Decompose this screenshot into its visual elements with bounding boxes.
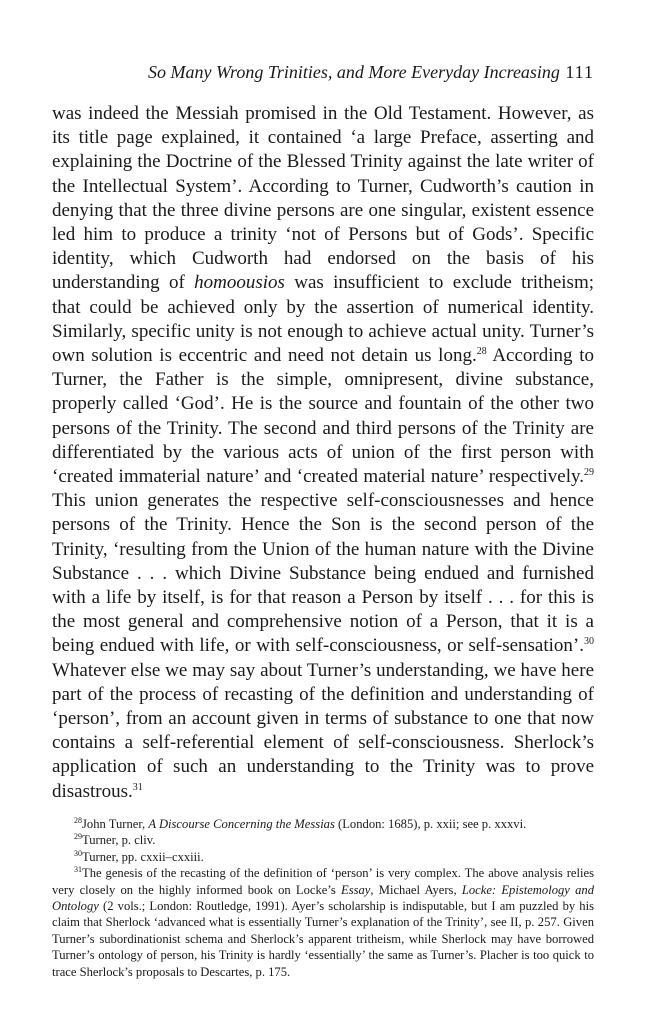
footnote-text: , Michael Ayers, [370,882,462,897]
footnote-ref-29[interactable]: 29 [584,467,594,479]
footnote-ref-30[interactable]: 30 [584,636,594,648]
text-run: This union generates the respective self-consciousnesses and hence persons of the Trinity. Hence the Son is the second person of the Trinity, ‘resulting from the Union of the human nature with the Divine Substance . . . which Divine Substance being endued and furnished with a life by itself, is for that reason a Person by itself . . . for this is the most general and comprehensive notion of a Person, that it is a being endued with life, or with self-consciousness, or self-sensation’. [52,490,594,657]
footnote-title: Essay [341,882,371,897]
footnote-text: The genesis of the recasting of the definition of ‘person’ is very complex. The above analysis relies very closely on the highly informed book on Locke’s [52,866,594,897]
footnote-title: Locke: Epistemology and Ontology [52,882,594,913]
footnote-number: 28 [74,815,82,825]
main-text [52,102,594,804]
page-number: 111 [565,62,594,82]
footnote-text: (London: 1685), p. xxii; see p. xxxvi. [334,816,527,831]
footnote-text: Turner, p. cliv. [82,833,156,848]
running-head-title: So Many Wrong Trinities, and More Everyday Increasing [148,62,560,82]
footnote-ref-28[interactable]: 28 [476,346,487,358]
italic-term: homoousios [194,272,285,294]
footnote-number: 29 [74,832,82,842]
footnote-text: (2 vols.; London: Routledge, 1991). Ayer’s scholarship is indisputable, but I am puzzled by his claim that Sherlock ‘advanced what is essentially Turner’s explanation of the Trinity’, see II, p. 257. Given Turner’s subordinationist schema and Sherlock’s apparent tritheism, while Sherlock may have borrowed Turner’s ontology of person, his Trinity is hardly ‘essentially’ the same as Turner’s. Placher is too quick to trace Sherlock’s proposals to Descartes, p. 175. [52,898,594,979]
running-head [52,62,594,90]
footnote-number: 31 [74,865,82,875]
footnote-29 [52,832,594,848]
text-run: According to Turner, the Father is the simple, omnipresent, divine substance, properly called ‘God’. He is the source and fountain of the other two persons of the Trinity. The second and third persons of the Trinity are differentiated by the various acts of union of the first person with ‘created immaterial nature’ and ‘created material nature’ respectively. [52,345,594,488]
footnote-ref-31[interactable]: 31 [132,781,143,793]
text-run: was insufficient to exclude tritheism; that could be achieved only by the assertion of numerical identity. Similarly, specific unity is not enough to achieve actual unity. Turner’s own solution is eccentric and need not detain us long. [52,272,594,367]
footnote-text: Turner, pp. cxxii–cxxiii. [82,849,204,864]
footnotes [52,816,594,980]
footnote-31 [52,865,594,980]
body-paragraph [52,102,594,804]
footnote-title: A Discourse Concerning the Messias [148,816,335,831]
text-run: was indeed the Messiah promised in the Old Testament. However, as its title page explained, it contained ‘a large Preface, asserting and explaining the Doctrine of the Blessed Trinity against the late writer of the Intellectual System’. According to Turner, Cudworth’s caution in denying that the three divine persons are one singular, existent essence led him to produce a trinity ‘not of Persons but of Gods’. Specific identity, which Cudworth had endorsed on the basis of his understanding of [52,103,594,294]
text-run: Whatever else we may say about Turner’s understanding, we have here part of the process of recasting of the definition and understanding of ‘person’, from an account given in terms of substance to one that now contains a self-referential element of self-consciousness. Sherlock’s application of such an understanding to the Trinity was to prove disastrous. [52,659,594,802]
footnote-30 [52,849,594,865]
footnote-text: John Turner, [82,816,149,831]
footnote-28 [52,816,594,832]
footnote-number: 30 [74,848,82,858]
